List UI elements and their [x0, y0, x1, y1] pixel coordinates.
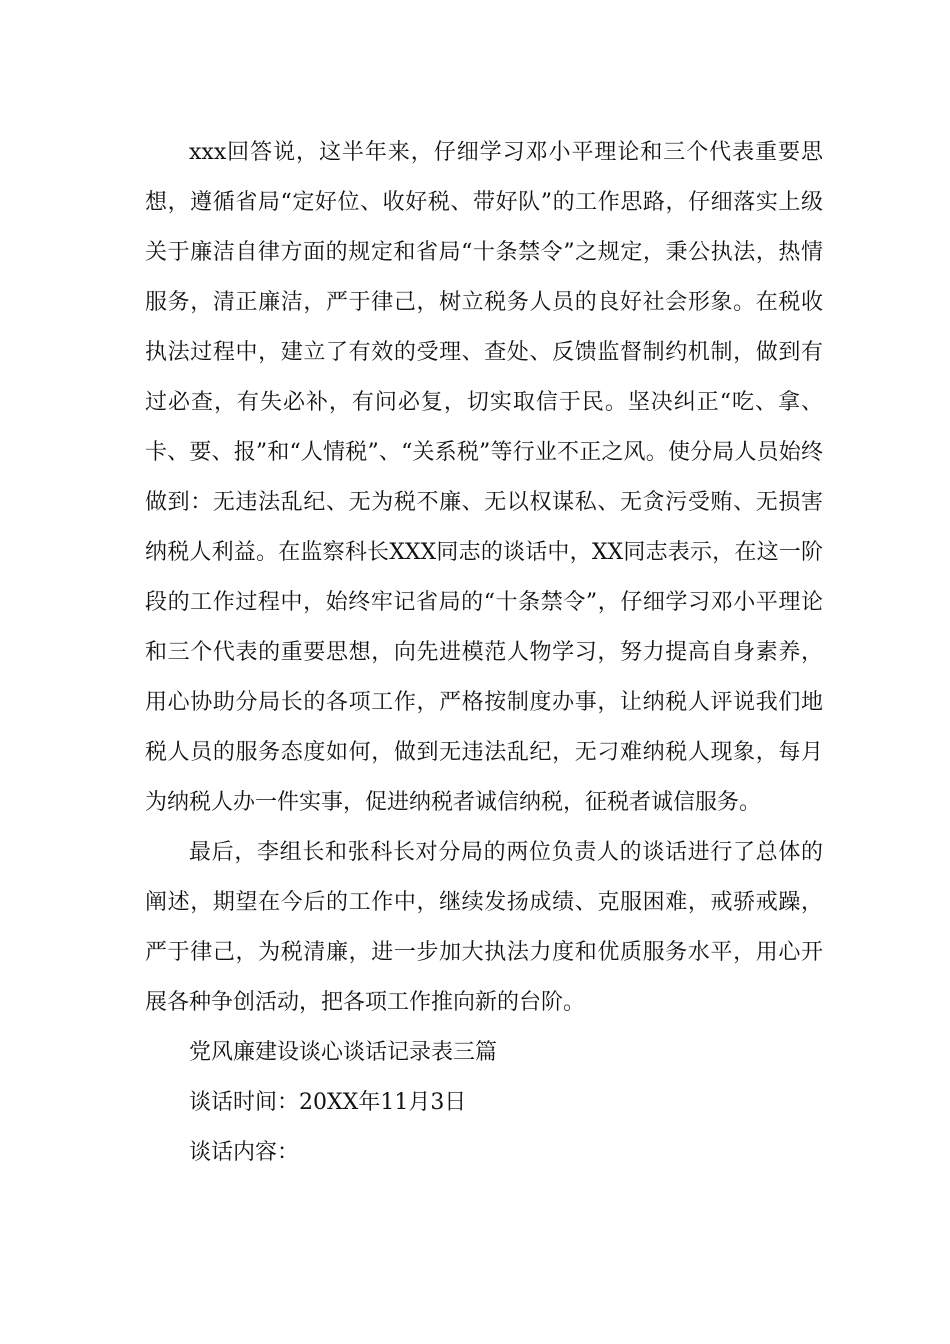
paragraph-interview-response: xxx回答说，这半年来，仔细学习邓小平理论和三个代表重要思想，遵循省局“定好位、收好税、带好队”的工作思路，仔细落实上级关于廉洁自律方面的规定和省局“十条禁令”之规定，秉公执法，热情服务，清正廉洁，严于律己，树立税务人员的良好社会形象。在税收执法过程中，建立了有效的受理、查处、反馈监督制约机制，做到有过必查，有失必补，有问必复，切实取信于民。坚决纠正“吃、拿、卡、要、报”和“人情税”、“关系税”等行业不正之风。使分局人员始终做到：无违法乱纪、无为税不廉、无以权谋私、无贪污受贿、无损害纳税人利益。在监察科长XXX同志的谈话中，XX同志表示，在这一阶段的工作过程中，始终牢记省局的“十条禁令”，仔细学习邓小平理论和三个代表的重要思想，向先进模范人物学习，努力提高自身素养，用心协助分局长的各项工作，严格按制度办事，让纳税人评说我们地税人员的服务态度如何，做到无违法乱纪，无刁难纳税人现象，每月为纳税人办一件实事，促进纳税者诚信纳税，征税者诚信服务。: [145, 140, 823, 815]
interview-time: 谈话时间：20XX年11月3日: [189, 1090, 467, 1115]
section-heading: 党风廉建设谈心谈话记录表三篇: [189, 1040, 498, 1065]
paragraph-summary: 最后，李组长和张科长对分局的两位负责人的谈话进行了总体的阐述，期望在今后的工作中，继续发扬成绩、克服困难，戒骄戒躁，严于律己，为税清廉，进一步加大执法力度和优质服务水平，用心开展各种争创活动，把各项工作推向新的台阶。: [145, 840, 823, 1015]
document-body: [145, 128, 823, 1178]
interview-content-label: 谈话内容：: [189, 1140, 300, 1165]
